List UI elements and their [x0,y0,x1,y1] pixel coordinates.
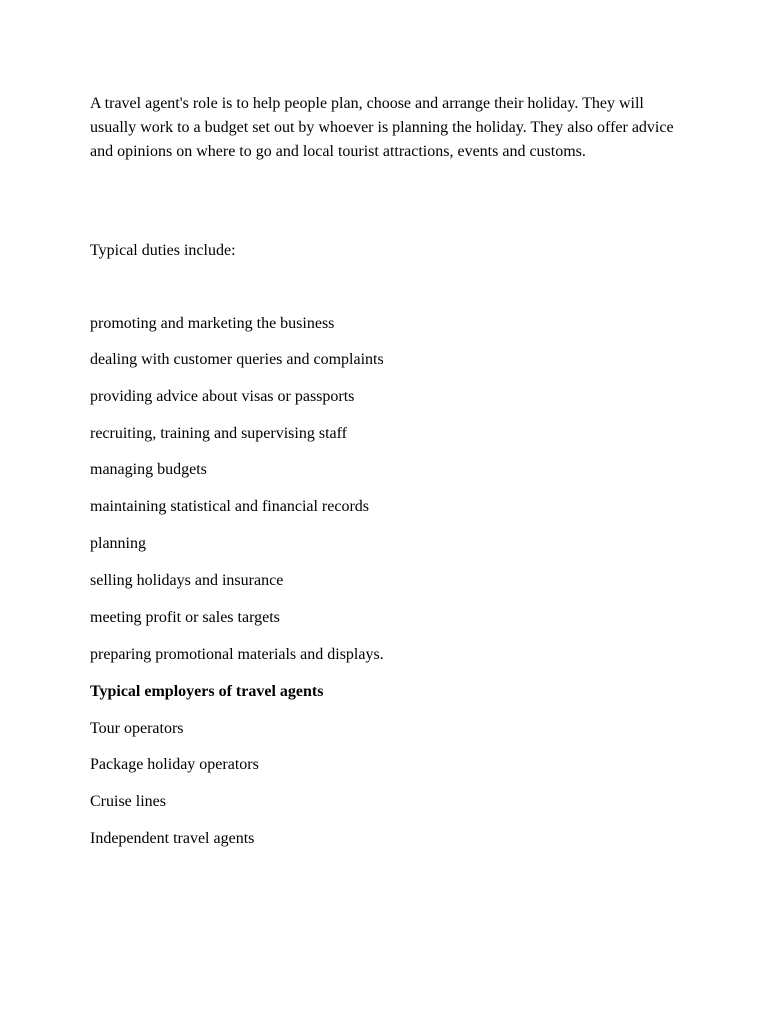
employer-item: Independent travel agents [90,830,255,847]
employer-item: Package holiday operators [90,756,259,773]
duties-heading: Typical duties include: [90,242,236,259]
duty-item: maintaining statistical and financial records [90,498,370,515]
duty-item: selling holidays and insurance [90,572,284,589]
intro-paragraph: A travel agent's role is to help people plan, choose and arrange their holiday. They will usually work to a budget set out by whoever is planning the holiday. They also offer advice and opinions on where to go and local tourist attractions, events and customs. [90,95,674,160]
employer-item: Tour operators [90,720,184,737]
duty-item: dealing with customer queries and complaints [90,351,384,368]
duty-item: promoting and marketing the business [90,315,335,332]
duty-item: providing advice about visas or passports [90,388,355,405]
employers-heading: Typical employers of travel agents [90,683,324,700]
duty-item: meeting profit or sales targets [90,609,280,626]
duty-item: planning [90,535,146,552]
duty-item: preparing promotional materials and displays. [90,646,384,663]
duty-item: recruiting, training and supervising staff [90,425,347,442]
employer-item: Cruise lines [90,793,166,810]
duty-item: managing budgets [90,461,207,478]
